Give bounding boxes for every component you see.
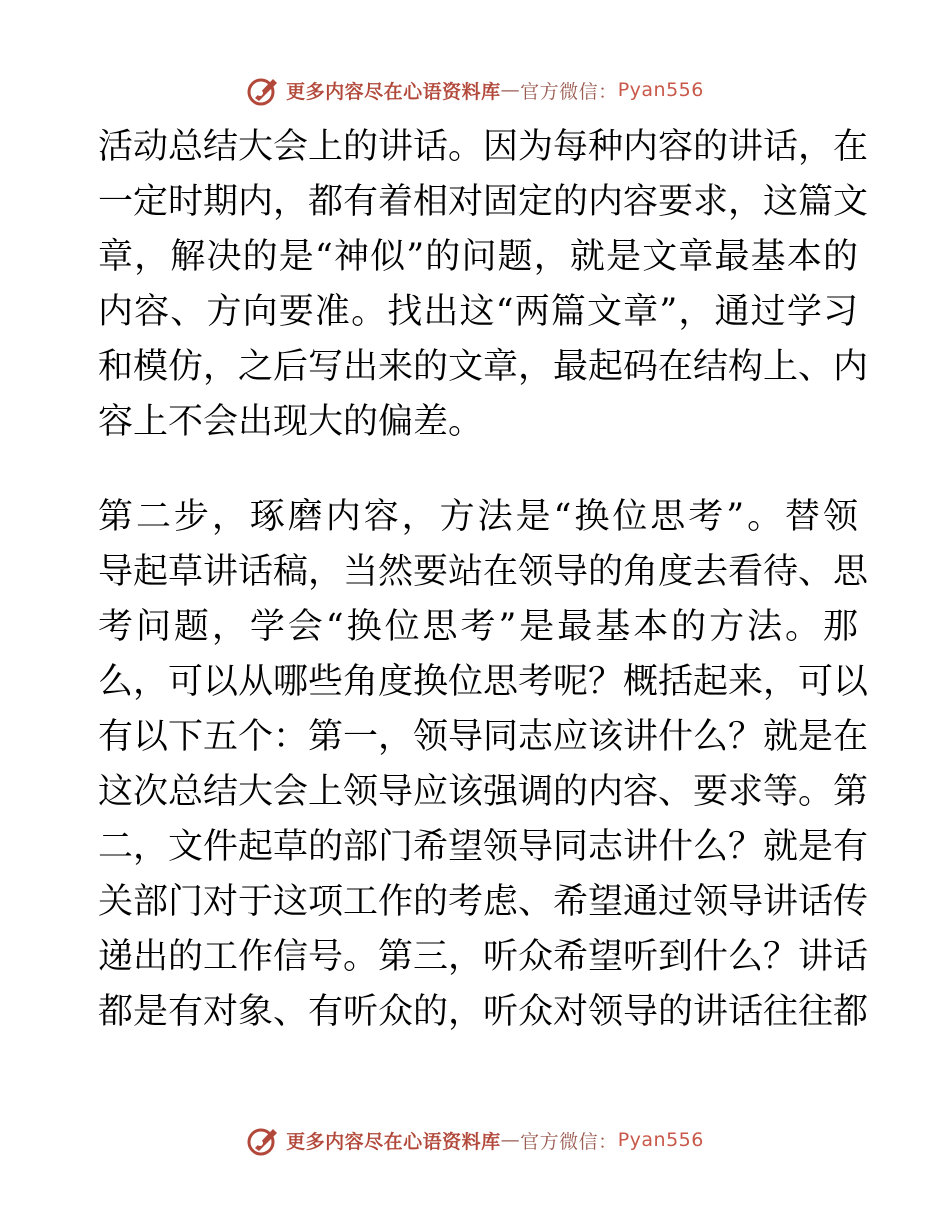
text-line: 二，文件起草的部门希望领导同志讲什么？就是有 bbox=[98, 827, 869, 867]
header-watermark-banner bbox=[0, 72, 950, 108]
text-line: 第二步，琢磨内容，方法是“换位思考”。替领 bbox=[98, 497, 858, 537]
banner-dash: — bbox=[500, 1129, 521, 1151]
text-line: 章，解决的是“神似”的问题，就是文章最基本的 bbox=[98, 237, 858, 277]
text-line: 导起草讲话稿，当然要站在领导的角度去看待、思 bbox=[98, 552, 869, 592]
pen-seal-logo-icon bbox=[246, 1123, 280, 1157]
text-line: 一定时期内，都有着相对固定的内容要求，这篇文 bbox=[98, 182, 869, 222]
text-line: 递出的工作信号。第三，听众希望听到什么？讲话 bbox=[98, 937, 869, 977]
banner-wechat-id: Pyan556 bbox=[617, 1129, 704, 1151]
text-line: 容上不会出现大的偏差。 bbox=[98, 402, 484, 442]
banner-dash: — bbox=[500, 79, 521, 101]
banner-label: 官方微信： bbox=[520, 1130, 618, 1153]
banner-main-text: 更多内容尽在心语资料库 bbox=[286, 80, 501, 103]
paragraph-1 bbox=[98, 120, 869, 450]
text-line: 么，可以从哪些角度换位思考呢？概括起来，可以 bbox=[98, 662, 869, 702]
text-line: 考问题，学会“换位思考”是最基本的方法。那 bbox=[98, 607, 858, 647]
text-line: 内容、方向要准。找出这“两篇文章”，通过学习 bbox=[98, 292, 858, 332]
text-line: 活动总结大会上的讲话。因为每种内容的讲话，在 bbox=[98, 127, 869, 167]
footer-watermark-banner bbox=[0, 1122, 950, 1158]
paragraph-2 bbox=[98, 490, 869, 1040]
banner-label: 官方微信： bbox=[520, 80, 618, 103]
banner-main-text: 更多内容尽在心语资料库 bbox=[286, 1130, 501, 1153]
text-line: 这次总结大会上领导应该强调的内容、要求等。第 bbox=[98, 772, 869, 812]
text-line: 和模仿，之后写出来的文章，最起码在结构上、内 bbox=[98, 347, 869, 387]
text-line: 都是有对象、有听众的，听众对领导的讲话往往都 bbox=[98, 992, 869, 1032]
pen-seal-logo-icon bbox=[246, 73, 280, 107]
text-line: 关部门对于这项工作的考虑、希望通过领导讲话传 bbox=[98, 882, 869, 922]
text-line: 有以下五个：第一，领导同志应该讲什么？就是在 bbox=[98, 717, 869, 757]
banner-wechat-id: Pyan556 bbox=[617, 79, 704, 101]
